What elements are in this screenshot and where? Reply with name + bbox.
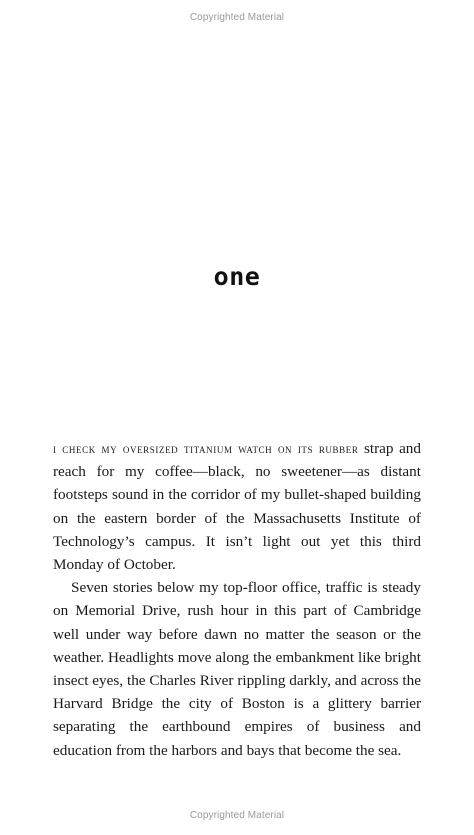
paragraph-2: Seven stories below my top-floor office, traffic is steady on Memorial Drive, rush hour in this part of Cambridge well under way before dawn no matter the season or the weather. Headlights move along the embankment like bright insect eyes, the Charles River rippling darkly, and across the Harvard Bridge the city of Boston is a glittery barrier separating the earthbound empires of business and education from the harbors and bays that become the sea. [53, 579, 421, 759]
paragraph-1-text: strap and reach for my coffee—black, no sweetener—as distant footsteps sound in the corridor of my bullet-shaped building on the eastern border of the Massachusetts Institute of Technology’s campus. It isn’t light out yet this third Monday of October. [53, 440, 421, 574]
chapter-body [53, 437, 421, 762]
copyright-watermark-top: Copyrighted Material [189, 12, 285, 23]
chapter-title: one [213, 262, 261, 291]
paragraph-1-lead-in: i check my oversized titanium watch on its rubber [53, 441, 359, 456]
copyright-watermark-bottom: Copyrighted Material [189, 810, 285, 821]
paragraph-1 [53, 437, 421, 576]
